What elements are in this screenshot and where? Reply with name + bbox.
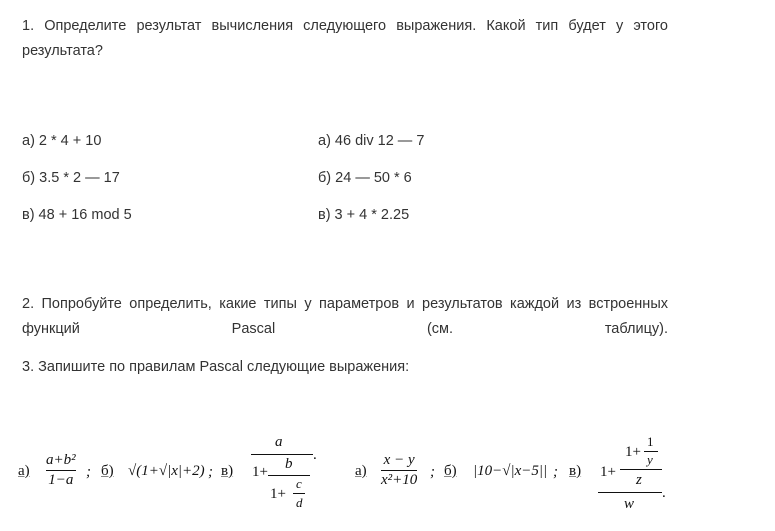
formula-2b-expression: |10−√|x−5|| xyxy=(473,463,548,479)
formula-1c-d: d xyxy=(296,495,303,510)
formula-1a-numerator: a+b² xyxy=(46,452,76,468)
formula-2b-label: б) xyxy=(444,463,457,479)
formula-2c-y: y xyxy=(647,452,653,467)
task-1-option-right-a: а) 46 div 12 — 7 xyxy=(318,133,425,149)
formula-2c-one-top: 1+ xyxy=(625,444,641,460)
formula-1b-label: б) xyxy=(101,463,114,479)
formula-2a-fraction xyxy=(381,452,417,489)
formula-2c-z: z xyxy=(636,472,642,488)
task-1-option-right-c: в) 3 + 4 * 2.25 xyxy=(318,207,410,223)
formula-1c-c: c xyxy=(296,476,302,491)
task-1-option-right-b: б) 24 — 50 * 6 xyxy=(318,170,412,186)
formula-1c-one2: 1+ xyxy=(270,486,286,502)
formula-1c-dot: . xyxy=(313,447,317,463)
task-1-option-left-a: а) 2 * 4 + 10 xyxy=(22,133,102,149)
task-1-text: 1. Определите результат вычисления следующего выражения. Какой тип будет у этого результата? xyxy=(22,18,668,59)
task-1-option-left-c: в) 48 + 16 mod 5 xyxy=(22,207,132,223)
formula-1b-expression: √(1+√|x|+2) xyxy=(128,463,205,479)
formula-2c-one: 1 xyxy=(647,434,654,449)
task-2-text: 2. Попробуйте определить, какие типы у параметров и результатов каждой из встроенных функций Pascal (см. таблицу). xyxy=(22,296,668,337)
formula-2c-w: w xyxy=(624,496,635,512)
formula-2a-numerator: x − y xyxy=(383,452,415,468)
formula-1c-one: 1+ xyxy=(252,464,268,480)
formula-2a-denominator: x²+10 xyxy=(381,472,418,488)
formula-2c-dot: . xyxy=(662,485,666,501)
formula-2c-one-prefix: 1+ xyxy=(600,464,616,480)
formula-1c-a: a xyxy=(275,434,283,450)
task-1-option-left-b: б) 3.5 * 2 — 17 xyxy=(22,170,120,186)
formula-1a-separator: ; xyxy=(86,464,91,480)
formula-1a-fraction xyxy=(46,452,76,489)
formula-2a-separator: ; xyxy=(430,464,435,480)
formula-1c-label: в) xyxy=(221,463,234,479)
formula-1a-denominator: 1−a xyxy=(48,472,74,488)
formula-image xyxy=(0,430,775,531)
formula-1c-b: b xyxy=(285,456,293,472)
formula-2b-separator: ; xyxy=(553,464,558,480)
formula-2c-label: в) xyxy=(569,463,582,479)
formula-1a-label: а) xyxy=(18,463,30,479)
formula-1b-separator: ; xyxy=(208,464,213,480)
task-3-text: 3. Запишите по правилам Pascal следующие выражения: xyxy=(22,359,410,375)
formula-2a-label: а) xyxy=(355,463,367,479)
